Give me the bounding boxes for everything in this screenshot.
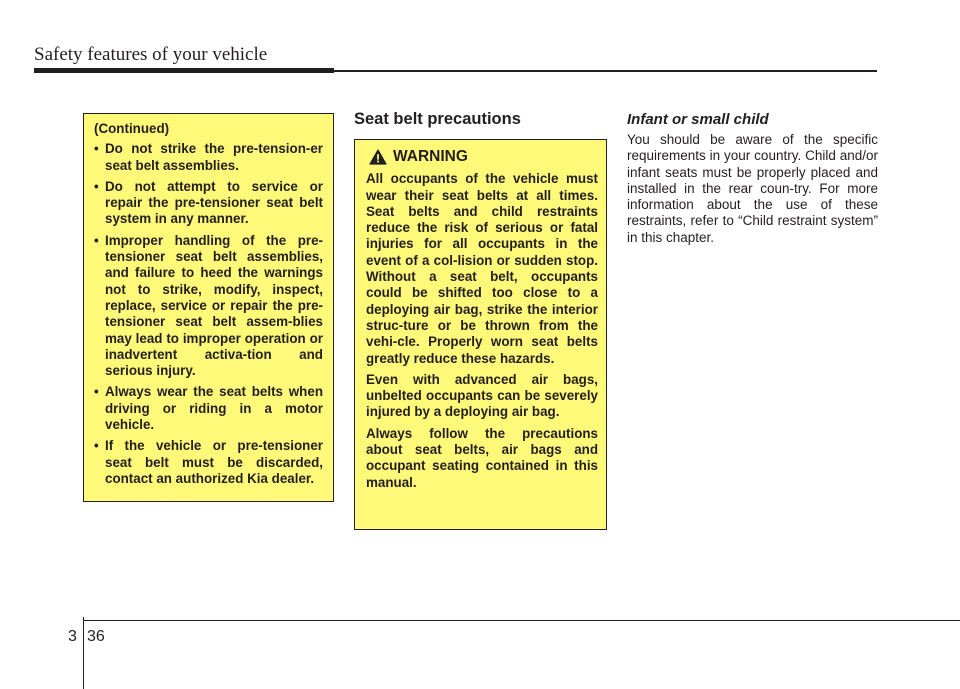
caution-item-text: Improper handling of the pre-tensioner seat belt assemblies, and failure to heed the warnings not to strike, modify, inspect, replace, service or repair the pre-tensioner seat belt assem-blies may lead to improper operation or inadvertent activa-tion and serious injury. xyxy=(105,232,323,379)
continued-label: (Continued) xyxy=(94,121,170,136)
caution-item-text: Do not strike the pre-tension-er seat belt assemblies. xyxy=(105,141,323,173)
header-rule-thick xyxy=(34,68,334,73)
page-header-title: Safety features of your vehicle xyxy=(34,44,268,65)
bullet-icon: • xyxy=(94,232,99,248)
caution-item-text: Always wear the seat belts when driving or riding in a motor vehicle. xyxy=(105,384,323,433)
bullet-icon: • xyxy=(94,141,99,157)
warning-paragraph: Always follow the precautions about seat belts, air bags and occupant seating contained in this manual. xyxy=(366,425,598,490)
bullet-icon: • xyxy=(94,178,99,194)
header-rule-thin xyxy=(334,70,877,72)
bullet-icon: • xyxy=(94,438,99,454)
page-number: 36 xyxy=(87,628,105,645)
warning-title: WARNING xyxy=(393,148,468,165)
caution-item xyxy=(94,384,323,433)
caution-item xyxy=(94,233,323,380)
warning-box xyxy=(354,139,607,530)
caution-item xyxy=(94,179,323,228)
footer-rule-vertical xyxy=(83,617,84,689)
warning-paragraph: All occupants of the vehicle must wear their seat belts at all times. Seat belts and child restraints reduce the risk of serious or fatal injuries for all occupants in the event of a col-lision or sudden stop. Without a seat belt, occupants could be shifted too close to a deploying air bag, strike the interior struc-ture or be thrown from the vehi-cle. Properly worn seat belts greatly reduce these hazards. xyxy=(366,171,598,366)
caution-item-text: If the vehicle or pre-tensioner seat belt must be discarded, contact an authorized Kia dealer. xyxy=(105,438,323,486)
caution-list xyxy=(94,141,323,487)
continued-caution-box xyxy=(83,113,334,502)
caution-item xyxy=(94,141,323,174)
warning-triangle-icon xyxy=(369,149,387,165)
bullet-icon: • xyxy=(94,384,99,400)
footer-rule-horizontal xyxy=(83,620,960,621)
infant-heading: Infant or small child xyxy=(627,111,769,128)
warning-header xyxy=(366,149,598,165)
infant-body-text: You should be aware of the specific requirements in your country. Child and/or infant seats must be properly placed and installed in the rear coun-try. For more information about the use of these restraints, refer to “Child restraint system” in this chapter. xyxy=(627,132,878,245)
chapter-number: 3 xyxy=(68,628,77,645)
section-heading: Seat belt precautions xyxy=(354,110,521,128)
warning-paragraph: Even with advanced air bags, unbelted occupants can be severely injured by a deploying air bag. xyxy=(366,371,598,420)
caution-item-text: Do not attempt to service or repair the pre-tensioner seat belt system in any manner. xyxy=(105,178,323,227)
caution-item xyxy=(94,438,323,487)
